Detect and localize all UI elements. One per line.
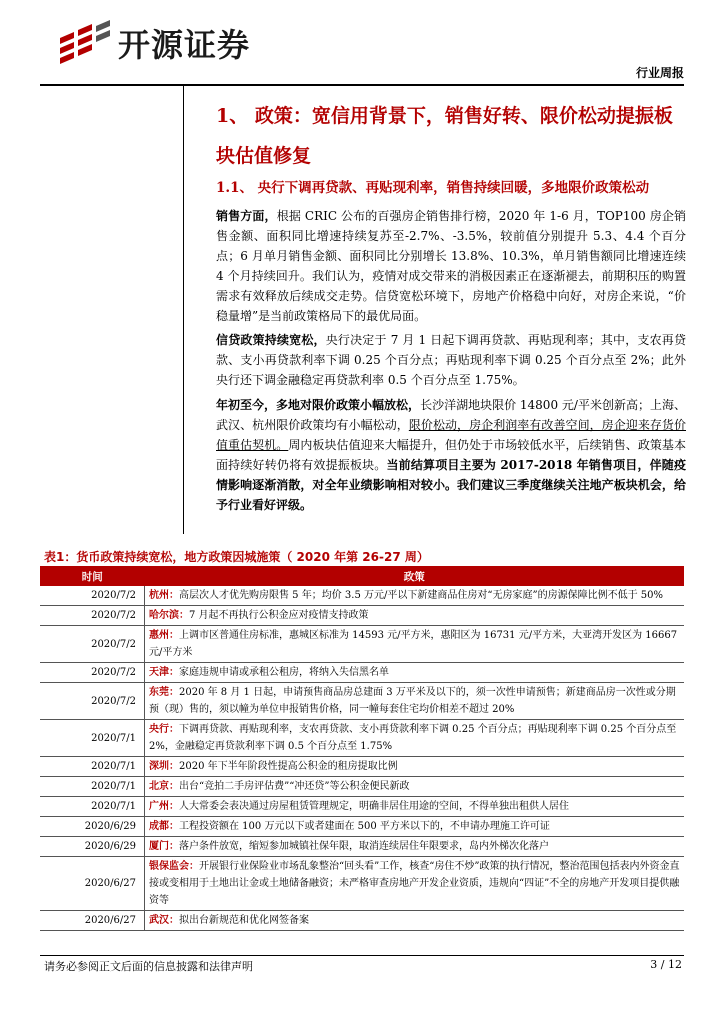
row-text: 7 月起不再执行公积金应对疫情支持政策 xyxy=(189,610,369,621)
paragraph-credit xyxy=(216,330,686,390)
row-location: 武汉： xyxy=(149,915,179,926)
paragraph-price-limit xyxy=(216,395,686,515)
row-text: 人大常委会表决通过房屋租赁管理规定，明确非居住用途的空间，不得单独出租供人居住 xyxy=(179,801,569,812)
table-row xyxy=(40,626,684,663)
row-location: 深圳： xyxy=(149,761,179,772)
table-row xyxy=(40,797,684,817)
row-text: 下调再贷款、再贴现利率，支农再贷款、支小再贷款利率下调 0.25 个百分点；再贴现利率下调 0.25 个百分点至 2%，金融稳定再贷款利率下调 0.5 个百分点至 1.75% xyxy=(149,724,677,752)
row-text: 家庭违规申请或承租公租房，将纳入失信黑名单 xyxy=(179,667,389,678)
row-text: 拟出台新规范和优化网签备案 xyxy=(179,915,309,926)
row-policy xyxy=(145,857,685,911)
paragraph-sales xyxy=(216,206,686,326)
row-date: 2020/7/2 xyxy=(40,683,145,720)
section-title: 1、 政策：宽信用背景下，销售好转、限价松动提振板块估值修复 xyxy=(216,105,673,167)
row-text: 工程投资额在 100 万元以下或者建面在 500 平方米以下的，不申请办理施工许可证 xyxy=(179,821,550,832)
table-row xyxy=(40,720,684,757)
row-text: 高层次人才优先购房限售 5 年；均价 3.5 万元/平以下新建商品住房对“无房家庭”的房源保障比例不低于 50% xyxy=(179,590,663,601)
row-date: 2020/7/2 xyxy=(40,606,145,626)
table-row xyxy=(40,663,684,683)
table-title: 表1：货币政策持续宽松，地方政策因城施策（ 2020 年第 26-27 周） xyxy=(44,550,429,564)
table-row xyxy=(40,777,684,797)
row-policy xyxy=(145,606,685,626)
row-text: 2020 年下半年阶段性提高公积金的租房提取比例 xyxy=(179,761,398,772)
table-row xyxy=(40,857,684,911)
row-date: 2020/7/1 xyxy=(40,777,145,797)
footer-disclaimer: 请务必参阅正文后面的信息披露和法律声明 xyxy=(44,960,253,973)
row-policy xyxy=(145,626,685,663)
row-policy xyxy=(145,797,685,817)
row-text: 出台“竞拍二手房评估费”“冲还贷”等公积金便民新政 xyxy=(179,781,410,792)
page-number: 3 / 12 xyxy=(650,958,682,971)
report-type-label: 行业周报 xyxy=(635,66,684,80)
row-location: 银保监会： xyxy=(149,861,199,872)
footer-divider xyxy=(40,955,684,956)
row-policy xyxy=(145,663,685,683)
row-location: 杭州： xyxy=(149,590,179,601)
table-row xyxy=(40,911,684,931)
row-policy xyxy=(145,777,685,797)
table-row xyxy=(40,606,684,626)
row-date: 2020/6/29 xyxy=(40,817,145,837)
paragraph-body: 周内板块估值迎来大幅提升，但仍处于市场较低水平，后续销售、政策基本面持续好转仍将有效提振板块。 xyxy=(216,438,686,472)
row-location: 广州： xyxy=(149,801,179,812)
row-location: 东莞： xyxy=(149,687,179,698)
header-divider xyxy=(40,84,684,86)
table-row xyxy=(40,586,684,606)
paragraph-underlined: 限价松动，房企利润率有改善空间，房企迎来存货价值重估契机。 xyxy=(216,418,686,452)
row-location: 惠州： xyxy=(149,630,179,641)
row-policy xyxy=(145,757,685,777)
section-subtitle: 1.1、 央行下调再贷款、再贴现利率，销售持续回暖，多地限价政策松动 xyxy=(216,180,650,196)
row-policy xyxy=(145,911,685,931)
column-header-date: 时间 xyxy=(40,567,145,586)
policy-table xyxy=(40,567,684,931)
row-date: 2020/7/1 xyxy=(40,757,145,777)
left-margin-rule xyxy=(183,86,184,534)
row-text: 落户条件放宽，缩短参加城镇社保年限，取消连续居住年限要求，岛内外梯次化落户 xyxy=(179,841,549,852)
row-location: 厦门： xyxy=(149,841,179,852)
paragraph-lead: 销售方面， xyxy=(216,209,277,223)
row-policy xyxy=(145,586,685,606)
row-date: 2020/7/2 xyxy=(40,586,145,606)
table-header-row xyxy=(40,567,684,586)
paragraph-lead: 年初至今，多地对限价政策小幅放松， xyxy=(216,398,421,412)
paragraph-body: 根据 CRIC 公布的百强房企销售排行榜，2020 年 1-6 月，TOP100 房企销售金额、面积同比增速持续复苏至-2.7%、-3.5%，较前值分别提升 5.3、4.4 个百分点；6 月单月销售金额、面积同比分别增长 13.8%、10.3%，单月销售额同比增速连续 4 个月持续回升。我们认为，疫情对成交带来的消极因素正在逐渐褪去，前期积压的购置需求有效释放后续成交走势。信贷宽松环境下，房地产价格稳中向好，对房企来说，“价稳量增”是当前政策格局下的最优局面。 xyxy=(216,209,686,323)
row-date: 2020/7/1 xyxy=(40,797,145,817)
row-text: 2020 年 8 月 1 日起，申请预售商品房总建面 3 万平米及以下的，须一次性申请预售；新建商品房一次性或分期预（现）售的，须以幢为单位申报销售价格，同一幢每套住宅均价相差不超过 20% xyxy=(149,687,676,715)
brand-name: 开源证券 xyxy=(118,26,251,64)
paragraph-body: 长沙洋湖地块限价 14800 元/平米创新高；上海、武汉、杭州限价政策均有小幅松动， xyxy=(216,398,686,432)
row-text: 上调市区普通住房标准，惠城区标准为 14593 元/平方米，惠阳区为 16731 元/平方米，大亚湾开发区为 16667 元/平方米 xyxy=(149,630,678,658)
row-date: 2020/7/2 xyxy=(40,626,145,663)
column-header-policy: 政策 xyxy=(145,567,685,586)
row-policy xyxy=(145,720,685,757)
row-date: 2020/7/2 xyxy=(40,663,145,683)
row-date: 2020/6/29 xyxy=(40,837,145,857)
row-text: 开展银行业保险业市场乱象整治“回头看”工作，核查“房住不炒”政策的执行情况，整治范围包括表内外资金直接或变相用于土地出让金或土地储备融资；未严格审查房地产开发企业资质，违规向“四证”不全的房地产开发项目提供融资等 xyxy=(149,861,680,906)
paragraph-conclusion: 当前结算项目主要为 2017-2018 年销售项目，伴随疫情影响逐渐消散，对全年业绩影响相对较小。我们建议三季度继续关注地产板块机会，给予行业看好评级。 xyxy=(216,458,686,512)
row-date: 2020/7/1 xyxy=(40,720,145,757)
row-policy xyxy=(145,683,685,720)
table-row xyxy=(40,817,684,837)
row-location: 哈尔滨： xyxy=(149,610,189,621)
table-row xyxy=(40,837,684,857)
paragraph-lead: 信贷政策持续宽松， xyxy=(216,333,326,347)
row-date: 2020/6/27 xyxy=(40,857,145,911)
row-date: 2020/6/27 xyxy=(40,911,145,931)
row-policy xyxy=(145,817,685,837)
table-row xyxy=(40,683,684,720)
row-policy xyxy=(145,837,685,857)
row-location: 北京： xyxy=(149,781,179,792)
row-location: 央行： xyxy=(149,724,179,735)
row-location: 天津： xyxy=(149,667,179,678)
paragraph-body: 央行决定于 7 月 1 日起下调再贷款、再贴现利率；其中，支农再贷款、支小再贷款利率下调 0.25 个百分点；再贴现利率下调 0.25 个百分点至 2%；此外央行还下调金融稳定再贷款利率 0.5 个百分点至 1.75%。 xyxy=(216,333,686,387)
table-row xyxy=(40,757,684,777)
row-location: 成都： xyxy=(149,821,179,832)
